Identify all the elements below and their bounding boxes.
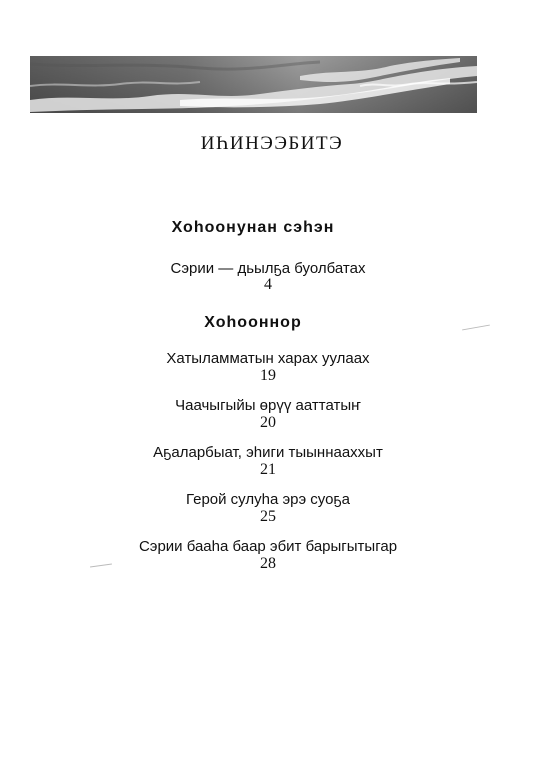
toc-entry-title[interactable]: Сэрии бааһа баар эбит барыгытыгар: [138, 538, 398, 555]
toc-entry-title[interactable]: Сэрии — дьылҕа буолбатах: [170, 260, 366, 277]
toc-entry-title[interactable]: Герой сулуһа эрэ суоҕа: [185, 491, 351, 508]
toc-entry-page: 20: [260, 414, 276, 431]
header-photo-banner: [30, 56, 477, 113]
section-title-prose: Хоһоонунан сэһэн: [171, 219, 335, 236]
toc-entry-page: 21: [260, 461, 276, 478]
toc-entry-title[interactable]: Аҕаларбыат, эһиги тыыннааххыт: [153, 444, 383, 461]
contents-heading: ИҺИНЭЭБИТЭ: [200, 133, 344, 154]
toc-entry-page: 19: [260, 367, 276, 384]
toc-entry-page: 25: [260, 508, 276, 525]
cloud-sky-image: [30, 56, 477, 113]
toc-entry-title[interactable]: Чаачыгыйы өрүү ааттатыҥ: [175, 397, 361, 414]
section-title-poems: Хоһооннор: [204, 314, 302, 331]
toc-entry-page: 4: [264, 276, 272, 293]
toc-entry-page: 28: [260, 555, 276, 572]
toc-entry-title[interactable]: Хатыламматын харах уулаах: [166, 350, 370, 367]
